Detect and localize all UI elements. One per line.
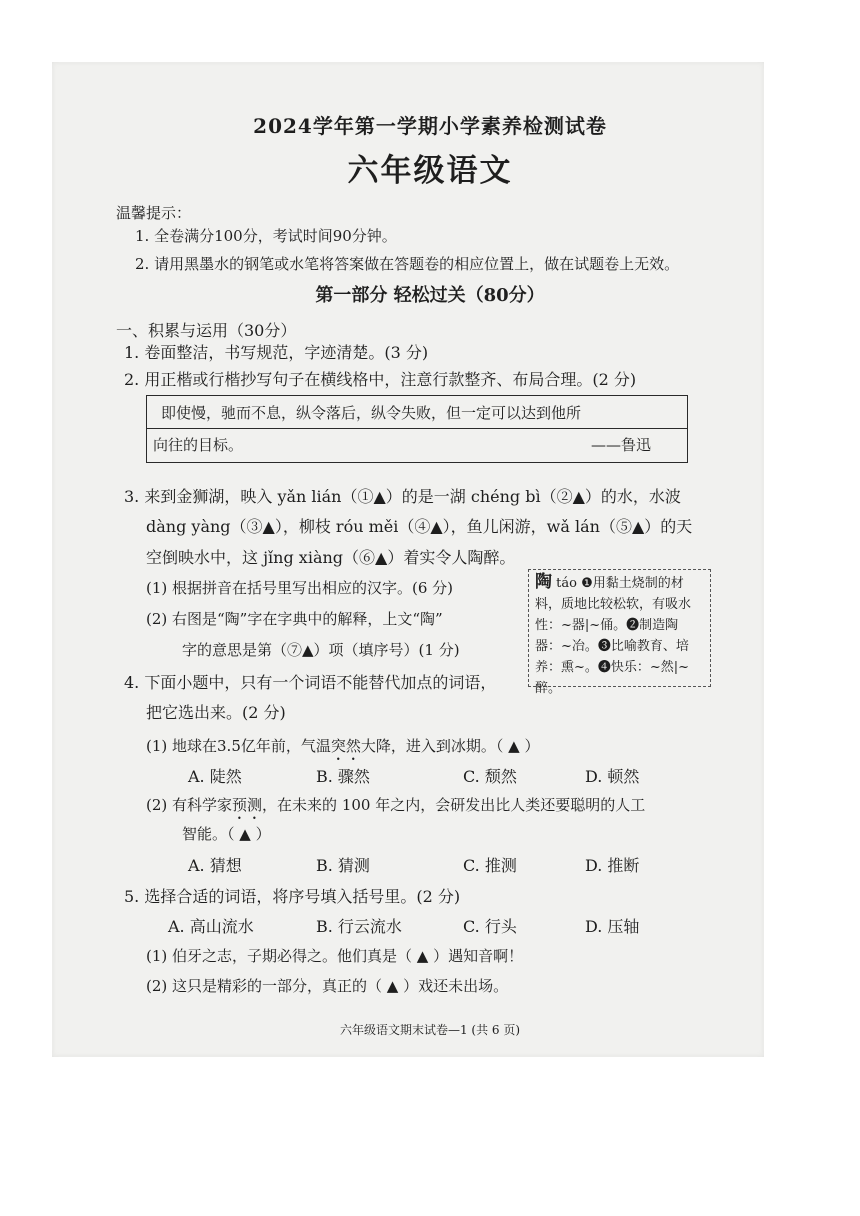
question-4-sub-1 — [146, 735, 539, 764]
tips-label: 温馨提示： — [116, 204, 192, 222]
tip-item-2: 2. 请用黑墨水的钢笔或水笔将答案做在答题卷的相应位置上，做在试题卷上无效。 — [135, 255, 680, 273]
question-4-sub-2-line-2: 智能。（ ▲ ） — [182, 825, 271, 843]
q4-sub1-option-c: C. 颓然 — [463, 767, 517, 786]
copy-text-line-1: 即使慢，驰而不息，纵令落后，纵令失败，但一定可以达到他所 — [161, 404, 582, 422]
q4-sub1-option-b: B. 骤然 — [316, 767, 370, 786]
exam-subject: 六年级语文 — [347, 153, 513, 189]
q5-option-b: B. 行云流水 — [316, 917, 402, 936]
q4-sub1-option-d: D. 顿然 — [585, 767, 640, 786]
question-4-line-1: 4. 下面小题中，只有一个词语不能替代加点的词语， — [124, 673, 497, 692]
page-footer: 六年级语文期末试卷—1 (共 6 页) — [339, 1023, 521, 1037]
q4-sub2-dotted-word: 预测 — [232, 796, 263, 814]
copy-text-line-2: 向往的目标。 — [153, 436, 244, 454]
question-3-sub-2-line-1: (2) 右图是“陶”字在字典中的解释，上文“陶” — [146, 610, 443, 628]
question-3-sub-2-line-2: 字的意思是第（⑦▲）项（填序号）(1 分) — [182, 641, 460, 659]
copy-box-divider — [147, 428, 687, 429]
question-4-sub-2-line-1 — [146, 794, 645, 823]
q5-option-a: A. 高山流水 — [168, 917, 254, 936]
question-5-sub-2: (2) 这只是精彩的一部分，真正的（ ▲ ）戏还未出场。 — [146, 977, 509, 995]
q4-sub2-post: ，在未来的 100 年之内，会研发出比人类还要聪明的人工 — [262, 796, 646, 814]
q4-sub1-option-a: A. 陡然 — [188, 767, 242, 786]
q5-option-d: D. 压轴 — [585, 917, 640, 936]
q4-sub2-option-c: C. 推测 — [463, 856, 517, 875]
tip-item-1: 1. 全卷满分100分，考试时间90分钟。 — [135, 227, 397, 245]
question-3-sub-1: (1) 根据拼音在括号里写出相应的汉字。(6 分) — [146, 579, 454, 597]
dictionary-entry-box — [528, 569, 711, 696]
section-one-heading: 一、积累与运用（30分） — [116, 321, 297, 340]
copy-writing-box — [146, 395, 688, 463]
exam-title: 2024学年第一学期小学素养检测试卷 — [253, 114, 607, 138]
q4-sub1-pre: (1) 地球在3.5亿年前，气温 — [146, 737, 331, 755]
q4-sub2-option-b: B. 猜测 — [316, 856, 370, 875]
question-3-line-1: 3. 来到金狮湖，映入 yǎn lián（①▲）的是一湖 chéng bì（②▲）的水，水波 — [124, 487, 681, 506]
copy-text-author: ——鲁迅 — [590, 436, 651, 454]
dictionary-entry-text: táo ❶用黏土烧制的材料，质地比较松软，有吸水性：~器|~俑。❷制造陶器：~冶。❸比喻教育、培养：熏~。❹快乐：~然|~醉。 — [535, 576, 692, 696]
q4-sub2-option-d: D. 推断 — [585, 856, 640, 875]
question-4-line-2: 把它选出来。(2 分) — [146, 703, 286, 722]
dictionary-head-char: 陶 — [535, 572, 552, 592]
part-one-heading: 第一部分 轻松过关（80分） — [315, 285, 545, 306]
question-3-line-2: dàng yàng（③▲），柳枝 róu měi（④▲），鱼儿闲游，wǎ lán（⑤▲）的天 — [146, 517, 693, 536]
question-5: 5. 选择合适的词语，将序号填入括号里。(2 分) — [124, 887, 461, 906]
q4-sub1-dotted-word: 突然 — [330, 737, 361, 755]
q4-sub1-post: 大降，进入到冰期。（ ▲ ） — [360, 737, 540, 755]
question-5-sub-1: (1) 伯牙之志，子期必得之。他们真是（ ▲ ）遇知音啊！ — [146, 947, 524, 965]
question-1: 1. 卷面整洁，书写规范，字迹清楚。(3 分) — [124, 343, 429, 362]
question-2: 2. 用正楷或行楷抄写句子在横线格中，注意行款整齐、布局合理。(2 分) — [124, 370, 637, 389]
question-3-line-3: 空倒映水中，这 jǐng xiàng（⑥▲）着实令人陶醉。 — [146, 548, 516, 567]
q5-option-c: C. 行头 — [463, 917, 517, 936]
q4-sub2-pre: (2) 有科学家 — [146, 796, 233, 814]
q4-sub2-option-a: A. 猜想 — [188, 856, 242, 875]
